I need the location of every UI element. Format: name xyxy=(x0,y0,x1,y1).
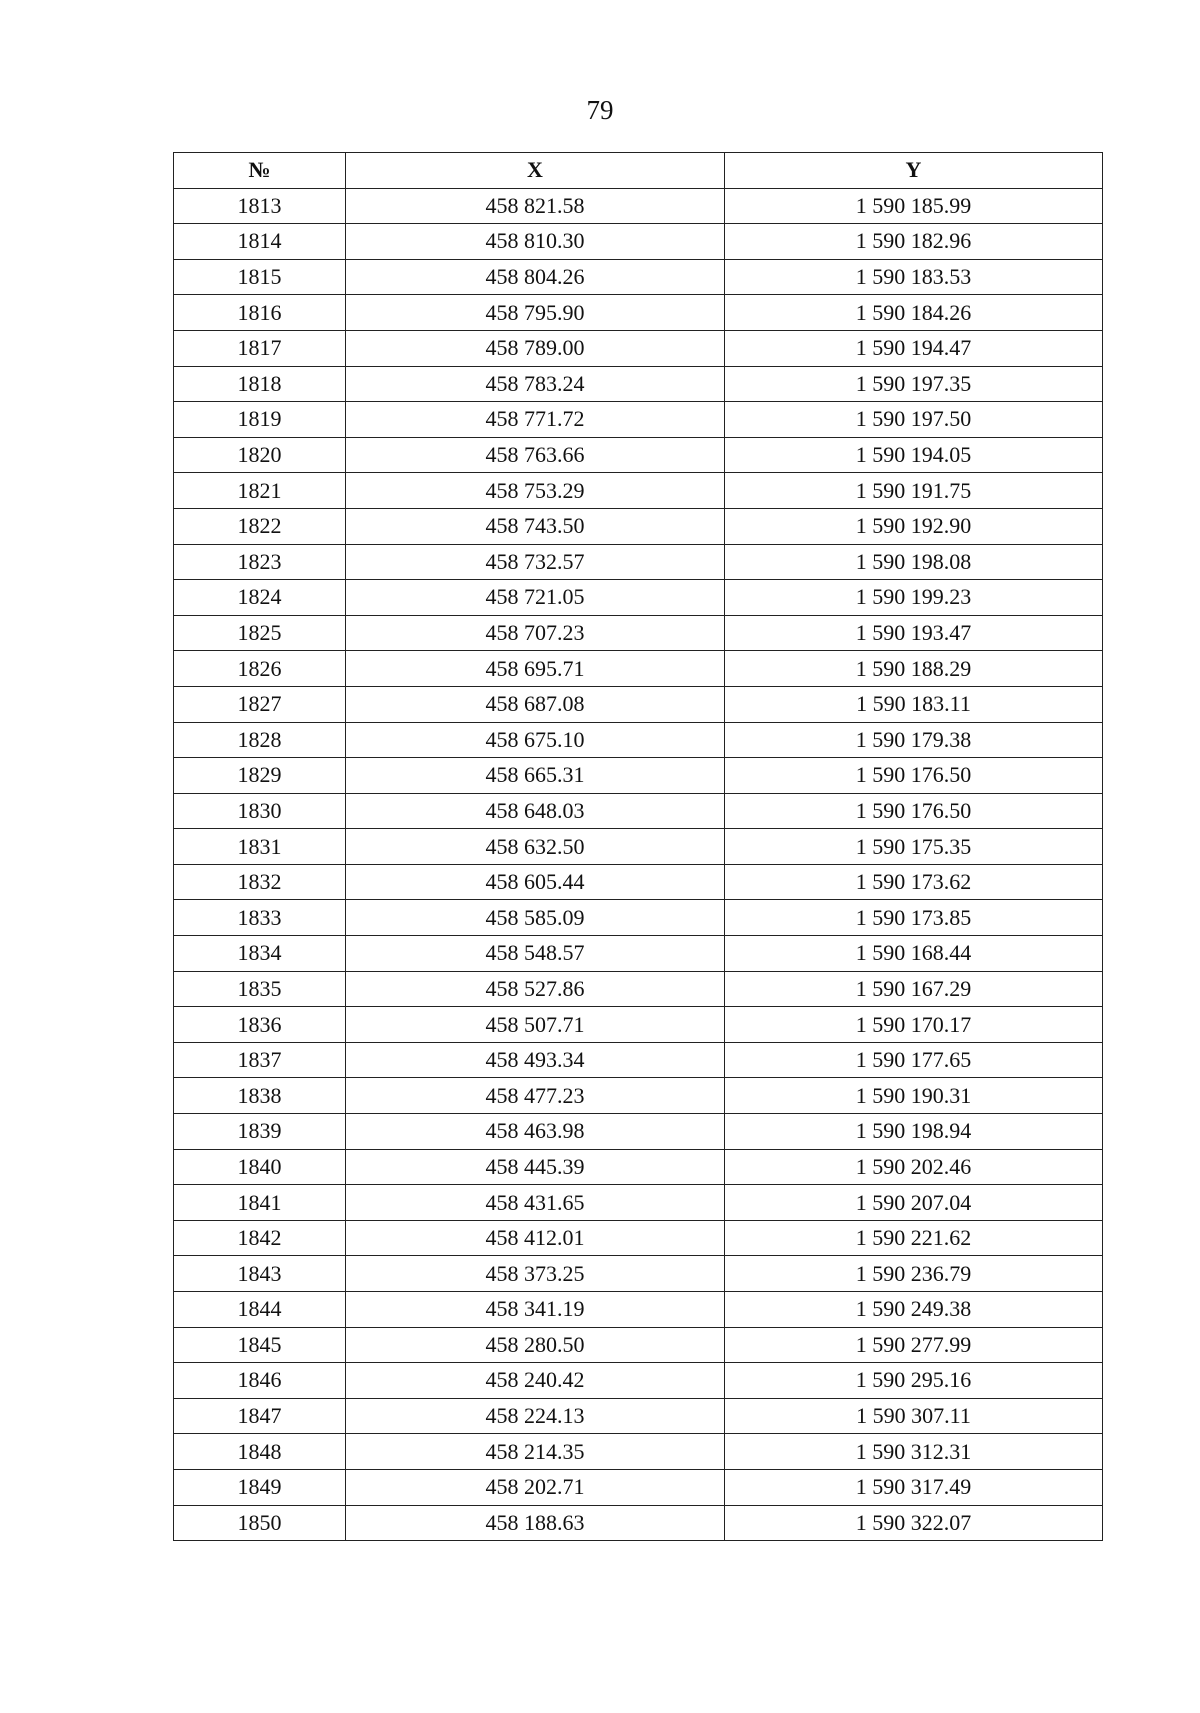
cell-y: 1 590 199.23 xyxy=(725,580,1103,616)
cell-y: 1 590 249.38 xyxy=(725,1292,1103,1328)
table-row xyxy=(174,864,1103,900)
cell-y: 1 590 322.07 xyxy=(725,1505,1103,1541)
cell-x: 458 188.63 xyxy=(346,1505,725,1541)
coordinates-table xyxy=(173,152,1103,1541)
cell-number: 1827 xyxy=(174,686,346,722)
cell-number: 1823 xyxy=(174,544,346,580)
cell-y: 1 590 190.31 xyxy=(725,1078,1103,1114)
header-number: № xyxy=(174,153,346,189)
cell-number: 1843 xyxy=(174,1256,346,1292)
cell-y: 1 590 202.46 xyxy=(725,1149,1103,1185)
cell-y: 1 590 197.50 xyxy=(725,402,1103,438)
cell-number: 1836 xyxy=(174,1007,346,1043)
table-row xyxy=(174,259,1103,295)
table-row xyxy=(174,224,1103,260)
cell-x: 458 732.57 xyxy=(346,544,725,580)
cell-x: 458 493.34 xyxy=(346,1042,725,1078)
table-row xyxy=(174,580,1103,616)
cell-y: 1 590 185.99 xyxy=(725,188,1103,224)
cell-y: 1 590 317.49 xyxy=(725,1469,1103,1505)
cell-number: 1824 xyxy=(174,580,346,616)
cell-x: 458 373.25 xyxy=(346,1256,725,1292)
cell-x: 458 804.26 xyxy=(346,259,725,295)
table-row xyxy=(174,402,1103,438)
cell-number: 1828 xyxy=(174,722,346,758)
cell-number: 1841 xyxy=(174,1185,346,1221)
table-row xyxy=(174,686,1103,722)
cell-number: 1820 xyxy=(174,437,346,473)
table-row xyxy=(174,829,1103,865)
cell-y: 1 590 188.29 xyxy=(725,651,1103,687)
table-row xyxy=(174,437,1103,473)
table-row xyxy=(174,1292,1103,1328)
cell-y: 1 590 295.16 xyxy=(725,1363,1103,1399)
cell-x: 458 789.00 xyxy=(346,330,725,366)
cell-y: 1 590 198.08 xyxy=(725,544,1103,580)
cell-y: 1 590 307.11 xyxy=(725,1398,1103,1434)
cell-number: 1822 xyxy=(174,508,346,544)
page-number: 79 xyxy=(586,95,614,125)
cell-y: 1 590 198.94 xyxy=(725,1114,1103,1150)
cell-y: 1 590 183.11 xyxy=(725,686,1103,722)
cell-x: 458 753.29 xyxy=(346,473,725,509)
table-row xyxy=(174,936,1103,972)
cell-y: 1 590 194.05 xyxy=(725,437,1103,473)
cell-number: 1830 xyxy=(174,793,346,829)
table-row xyxy=(174,544,1103,580)
cell-number: 1826 xyxy=(174,651,346,687)
cell-number: 1844 xyxy=(174,1292,346,1328)
cell-x: 458 743.50 xyxy=(346,508,725,544)
cell-y: 1 590 179.38 xyxy=(725,722,1103,758)
cell-number: 1838 xyxy=(174,1078,346,1114)
table-body xyxy=(174,188,1103,1541)
cell-x: 458 695.71 xyxy=(346,651,725,687)
cell-y: 1 590 175.35 xyxy=(725,829,1103,865)
cell-x: 458 214.35 xyxy=(346,1434,725,1470)
cell-y: 1 590 312.31 xyxy=(725,1434,1103,1470)
cell-x: 458 810.30 xyxy=(346,224,725,260)
cell-number: 1829 xyxy=(174,758,346,794)
cell-y: 1 590 167.29 xyxy=(725,971,1103,1007)
table-header xyxy=(174,153,1103,189)
table-row xyxy=(174,1363,1103,1399)
cell-y: 1 590 194.47 xyxy=(725,330,1103,366)
header-row xyxy=(174,153,1103,189)
cell-y: 1 590 236.79 xyxy=(725,1256,1103,1292)
cell-x: 458 527.86 xyxy=(346,971,725,1007)
cell-number: 1847 xyxy=(174,1398,346,1434)
cell-x: 458 341.19 xyxy=(346,1292,725,1328)
table-row xyxy=(174,366,1103,402)
cell-number: 1818 xyxy=(174,366,346,402)
table-row xyxy=(174,1505,1103,1541)
table-row xyxy=(174,900,1103,936)
table-row xyxy=(174,1256,1103,1292)
cell-x: 458 202.71 xyxy=(346,1469,725,1505)
table-row xyxy=(174,1398,1103,1434)
cell-y: 1 590 197.35 xyxy=(725,366,1103,402)
cell-y: 1 590 207.04 xyxy=(725,1185,1103,1221)
cell-x: 458 605.44 xyxy=(346,864,725,900)
cell-y: 1 590 192.90 xyxy=(725,508,1103,544)
cell-number: 1816 xyxy=(174,295,346,331)
cell-x: 458 431.65 xyxy=(346,1185,725,1221)
header-x: X xyxy=(346,153,725,189)
cell-number: 1815 xyxy=(174,259,346,295)
cell-x: 458 707.23 xyxy=(346,615,725,651)
cell-y: 1 590 173.85 xyxy=(725,900,1103,936)
cell-x: 458 763.66 xyxy=(346,437,725,473)
cell-number: 1846 xyxy=(174,1363,346,1399)
cell-x: 458 585.09 xyxy=(346,900,725,936)
table-row xyxy=(174,295,1103,331)
cell-x: 458 795.90 xyxy=(346,295,725,331)
cell-y: 1 590 168.44 xyxy=(725,936,1103,972)
cell-y: 1 590 177.65 xyxy=(725,1042,1103,1078)
cell-x: 458 477.23 xyxy=(346,1078,725,1114)
cell-y: 1 590 277.99 xyxy=(725,1327,1103,1363)
cell-number: 1845 xyxy=(174,1327,346,1363)
table-row xyxy=(174,1327,1103,1363)
cell-number: 1837 xyxy=(174,1042,346,1078)
cell-y: 1 590 183.53 xyxy=(725,259,1103,295)
cell-x: 458 412.01 xyxy=(346,1220,725,1256)
cell-number: 1817 xyxy=(174,330,346,366)
cell-x: 458 224.13 xyxy=(346,1398,725,1434)
cell-x: 458 665.31 xyxy=(346,758,725,794)
cell-number: 1832 xyxy=(174,864,346,900)
cell-y: 1 590 176.50 xyxy=(725,793,1103,829)
table-row xyxy=(174,793,1103,829)
cell-number: 1835 xyxy=(174,971,346,1007)
cell-x: 458 687.08 xyxy=(346,686,725,722)
table-row xyxy=(174,1149,1103,1185)
cell-x: 458 675.10 xyxy=(346,722,725,758)
table-row xyxy=(174,1078,1103,1114)
cell-x: 458 507.71 xyxy=(346,1007,725,1043)
table-row xyxy=(174,1042,1103,1078)
cell-number: 1833 xyxy=(174,900,346,936)
table-row xyxy=(174,722,1103,758)
cell-x: 458 280.50 xyxy=(346,1327,725,1363)
table-row xyxy=(174,1469,1103,1505)
cell-x: 458 648.03 xyxy=(346,793,725,829)
cell-x: 458 548.57 xyxy=(346,936,725,972)
cell-y: 1 590 193.47 xyxy=(725,615,1103,651)
table-row xyxy=(174,758,1103,794)
cell-number: 1842 xyxy=(174,1220,346,1256)
cell-number: 1825 xyxy=(174,615,346,651)
table-row xyxy=(174,188,1103,224)
cell-number: 1831 xyxy=(174,829,346,865)
table-row xyxy=(174,1114,1103,1150)
table-row xyxy=(174,330,1103,366)
cell-number: 1840 xyxy=(174,1149,346,1185)
cell-number: 1819 xyxy=(174,402,346,438)
cell-x: 458 783.24 xyxy=(346,366,725,402)
cell-number: 1814 xyxy=(174,224,346,260)
cell-number: 1848 xyxy=(174,1434,346,1470)
cell-y: 1 590 170.17 xyxy=(725,1007,1103,1043)
cell-x: 458 821.58 xyxy=(346,188,725,224)
cell-x: 458 445.39 xyxy=(346,1149,725,1185)
header-y: Y xyxy=(725,153,1103,189)
cell-y: 1 590 173.62 xyxy=(725,864,1103,900)
cell-number: 1850 xyxy=(174,1505,346,1541)
table-row xyxy=(174,1220,1103,1256)
table-row xyxy=(174,971,1103,1007)
cell-y: 1 590 176.50 xyxy=(725,758,1103,794)
table-row xyxy=(174,508,1103,544)
cell-y: 1 590 184.26 xyxy=(725,295,1103,331)
table-row xyxy=(174,615,1103,651)
cell-x: 458 771.72 xyxy=(346,402,725,438)
cell-x: 458 240.42 xyxy=(346,1363,725,1399)
table-row xyxy=(174,651,1103,687)
cell-number: 1839 xyxy=(174,1114,346,1150)
cell-number: 1821 xyxy=(174,473,346,509)
cell-x: 458 721.05 xyxy=(346,580,725,616)
table-row xyxy=(174,1434,1103,1470)
cell-x: 458 632.50 xyxy=(346,829,725,865)
cell-number: 1849 xyxy=(174,1469,346,1505)
cell-x: 458 463.98 xyxy=(346,1114,725,1150)
table-row xyxy=(174,1185,1103,1221)
cell-number: 1834 xyxy=(174,936,346,972)
table-row xyxy=(174,1007,1103,1043)
cell-y: 1 590 191.75 xyxy=(725,473,1103,509)
cell-y: 1 590 221.62 xyxy=(725,1220,1103,1256)
cell-y: 1 590 182.96 xyxy=(725,224,1103,260)
cell-number: 1813 xyxy=(174,188,346,224)
table-row xyxy=(174,473,1103,509)
